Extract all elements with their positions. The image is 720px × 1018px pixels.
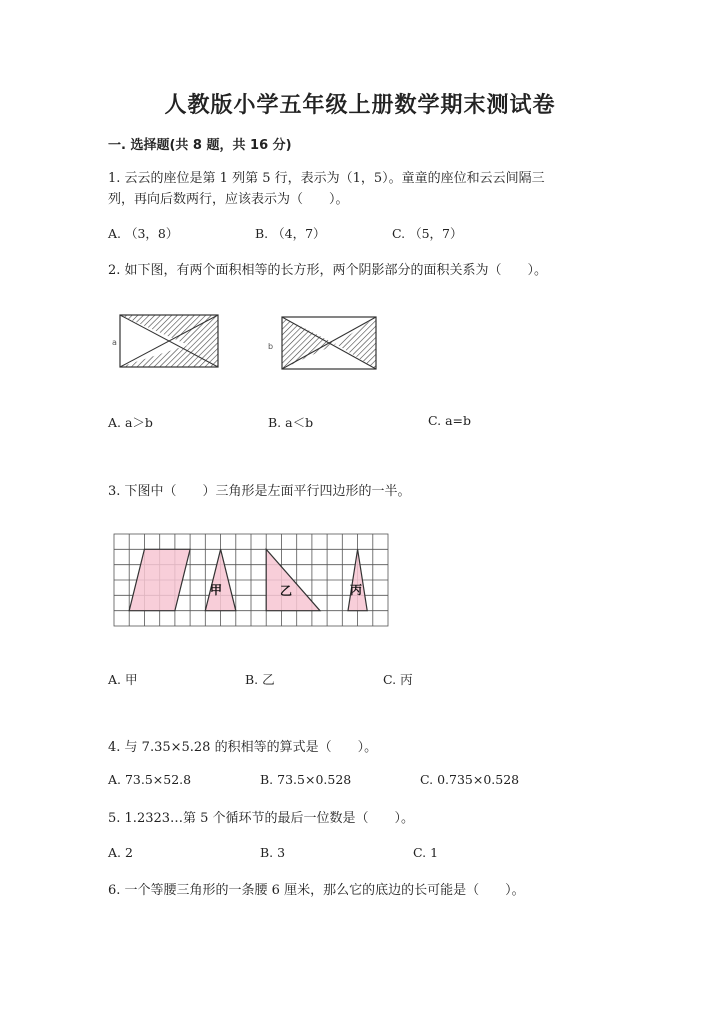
question-1-line-1: 1. 云云的座位是第 1 列第 5 行，表示为（1，5）。童童的座位和云云间隔三 <box>108 171 545 186</box>
question-4-option-b[interactable]: B. 73.5×0.528 <box>260 772 352 787</box>
question-5-text: 5. 1.2323…第 5 个循环节的最后一位数是（ ）。 <box>108 811 415 826</box>
shaded-triangle-right-b <box>336 317 376 369</box>
question-3-figure <box>108 528 398 633</box>
question-4-text: 4. 与 7.35×5.28 的积相等的算式是（ ）。 <box>108 740 378 755</box>
question-5-option-a[interactable]: A. 2 <box>108 845 133 860</box>
question-2-option-a[interactable]: A. a＞b <box>108 415 153 430</box>
question-1-option-c[interactable]: C. （5，7） <box>392 226 463 241</box>
question-3-option-c[interactable]: C. 丙 <box>383 672 413 687</box>
label-jia: 甲 <box>210 583 223 597</box>
section-heading: 一. 选择题(共 8 题，共 16 分) <box>108 138 292 153</box>
rectangle-b-label: b <box>268 342 274 351</box>
label-yi: 乙 <box>280 584 293 598</box>
question-2-figure <box>108 305 398 380</box>
question-4-option-a[interactable]: A. 73.5×52.8 <box>108 772 192 787</box>
page-title: 人教版小学五年级上册数学期末测试卷 <box>164 92 556 118</box>
question-4-option-c[interactable]: C. 0.735×0.528 <box>420 772 520 787</box>
question-6-text: 6. 一个等腰三角形的一条腰 6 厘米，那么它的底边的长可能是（ ）。 <box>108 883 525 898</box>
question-1-option-a[interactable]: A. （3，8） <box>108 226 179 241</box>
parallelogram <box>129 549 190 610</box>
rectangle-a-label: a <box>112 338 117 347</box>
rectangle-b <box>282 317 376 369</box>
shaded-triangle-left <box>282 317 336 369</box>
question-2-text: 2. 如下图，有两个面积相等的长方形，两个阴影部分的面积关系为（ ）。 <box>108 263 548 278</box>
question-3-text: 3. 下图中（ ）三角形是左面平行四边形的一半。 <box>108 484 411 499</box>
question-1-option-b[interactable]: B. （4，7） <box>255 226 326 241</box>
question-3-option-a[interactable]: A. 甲 <box>108 672 138 687</box>
question-2-option-c[interactable]: C. a=b <box>428 413 471 428</box>
question-3-option-b[interactable]: B. 乙 <box>245 672 275 687</box>
label-bing: 丙 <box>350 583 363 597</box>
rectangle-a <box>120 315 218 367</box>
question-5-option-c[interactable]: C. 1 <box>413 845 439 860</box>
question-1-line-2: 列，再向后数两行，应该表示为（ ）。 <box>108 192 349 207</box>
question-5-option-b[interactable]: B. 3 <box>260 845 286 860</box>
question-2-option-b[interactable]: B. a＜b <box>268 415 314 430</box>
